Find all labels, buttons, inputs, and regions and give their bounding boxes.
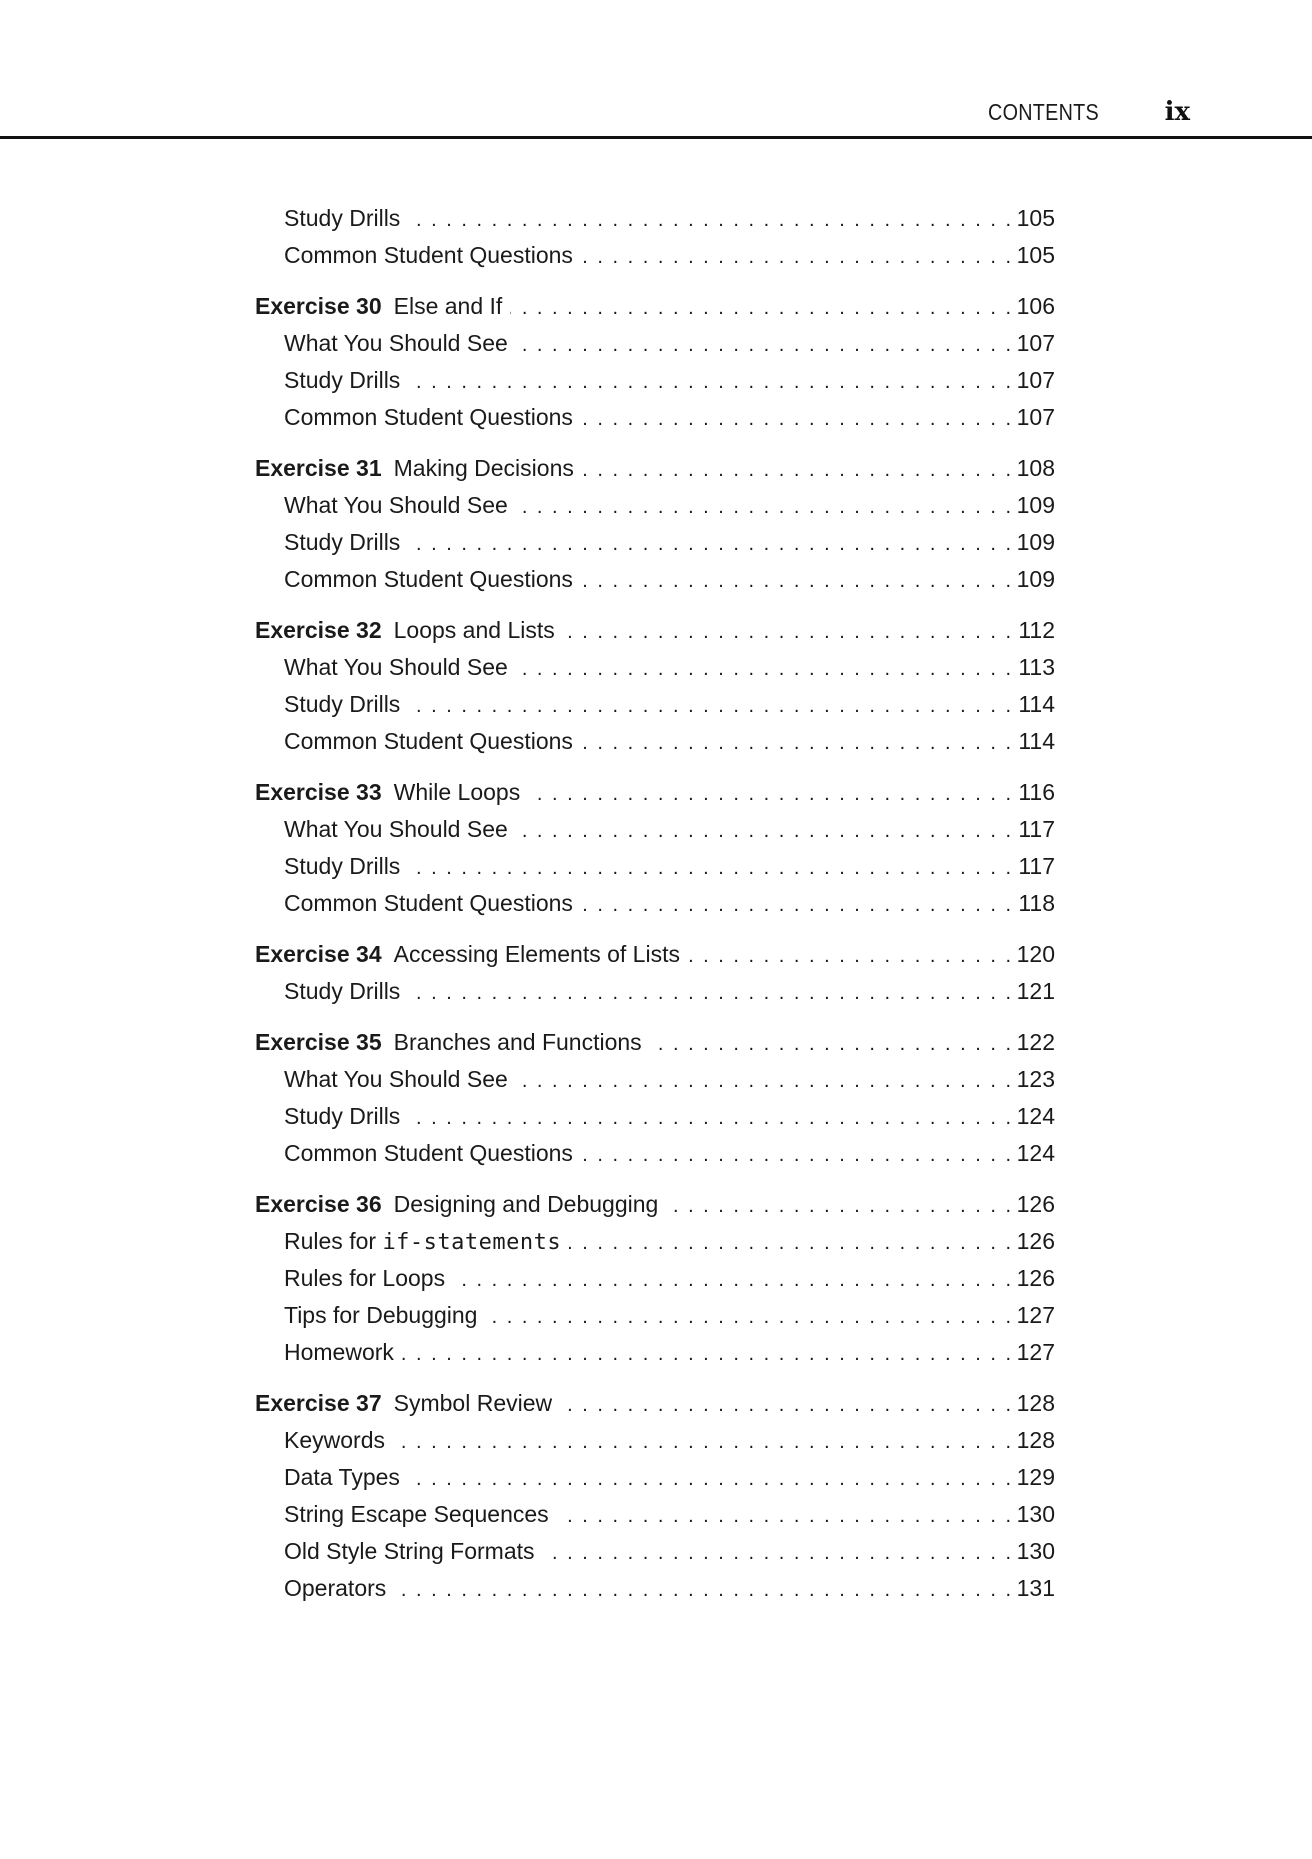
dot-leader (557, 1498, 1011, 1535)
subentry-title (284, 1061, 508, 1098)
toc-subentry[interactable] (255, 811, 1055, 848)
entry-page-number: 107 (1016, 330, 1055, 356)
entry-title-text: Common Student Questions (284, 728, 573, 754)
subentry-title (284, 1570, 386, 1607)
entry-title-text: Symbol Review (393, 1390, 553, 1416)
dot-leader (688, 938, 1011, 975)
entry-page-number: 126 (1016, 1228, 1055, 1254)
entry-title-text: What You Should See (284, 654, 508, 680)
dot-leader (510, 290, 1011, 327)
exercise-number: Exercise 36 (255, 1191, 382, 1217)
entry-title-text: Homework (284, 1339, 394, 1365)
entry-title-text: Study Drills (284, 1103, 401, 1129)
dot-leader (563, 614, 1011, 651)
dot-leader (516, 651, 1011, 688)
entry-page-number: 107 (1016, 404, 1055, 430)
exercise-title (394, 1186, 659, 1223)
entry-page-number: 124 (1016, 1140, 1055, 1166)
toc-group (255, 1186, 1055, 1371)
entry-title-text: Old Style String Formats (284, 1538, 535, 1564)
entry-title-text: Rules for (284, 1228, 383, 1254)
entry-page-number: 112 (1018, 617, 1055, 643)
toc-subentry[interactable] (255, 686, 1055, 723)
toc-subentry[interactable] (255, 1223, 1055, 1260)
table-of-contents (255, 200, 1055, 1621)
toc-group (255, 774, 1055, 922)
entry-page-number: 127 (1016, 1302, 1055, 1328)
toc-subentry[interactable] (255, 1135, 1055, 1172)
entry-page-number: 128 (1016, 1427, 1055, 1453)
entry-title-text: Common Student Questions (284, 242, 573, 268)
dot-leader (582, 452, 1011, 489)
toc-subentry[interactable] (255, 848, 1055, 885)
toc-subentry[interactable] (255, 1334, 1055, 1371)
entry-title-text: Accessing Elements of Lists (393, 941, 680, 967)
toc-subentry[interactable] (255, 1098, 1055, 1135)
entry-title-text: Study Drills (284, 978, 401, 1004)
dot-leader (516, 489, 1011, 526)
subentry-title (284, 885, 573, 922)
entry-page-number: 114 (1018, 691, 1055, 717)
subentry-title (284, 325, 508, 362)
subentry-title (284, 399, 573, 436)
dot-leader (408, 526, 1011, 563)
toc-subentry[interactable] (255, 1260, 1055, 1297)
entry-page-number: 113 (1018, 654, 1055, 680)
entry-title-text: Common Student Questions (284, 890, 573, 916)
toc-subentry[interactable] (255, 561, 1055, 598)
toc-subentry[interactable] (255, 1459, 1055, 1496)
entry-title-text: Loops and Lists (393, 617, 555, 643)
entry-page-number: 128 (1016, 1390, 1055, 1416)
entry-page-number: 131 (1016, 1575, 1055, 1601)
toc-subentry[interactable] (255, 399, 1055, 436)
dot-leader (393, 1424, 1011, 1461)
dot-leader (485, 1299, 1011, 1336)
toc-group (255, 1024, 1055, 1172)
dot-leader (581, 401, 1011, 438)
toc-group (255, 1385, 1055, 1607)
dot-leader (581, 239, 1011, 276)
entry-page-number: 116 (1018, 779, 1055, 805)
entry-page-number: 122 (1016, 1029, 1055, 1055)
entry-title-text: While Loops (393, 779, 521, 805)
subentry-title (284, 561, 573, 598)
subentry-title (284, 237, 573, 274)
entry-title-text: Making Decisions (393, 455, 574, 481)
subentry-title (284, 848, 400, 885)
toc-exercise-entry[interactable] (255, 1024, 1055, 1061)
toc-subentry[interactable] (255, 649, 1055, 686)
subentry-title (284, 524, 400, 561)
toc-group (255, 612, 1055, 760)
entry-page-number: 130 (1016, 1538, 1055, 1564)
entry-title-text: Else and If (393, 293, 503, 319)
dot-leader (394, 1572, 1011, 1609)
header-rule (0, 136, 1312, 139)
page-number: ix (1164, 97, 1190, 127)
subentry-title (284, 649, 508, 686)
toc-subentry[interactable] (255, 362, 1055, 399)
toc-group (255, 936, 1055, 1010)
entry-title-text: Study Drills (284, 853, 401, 879)
toc-exercise-entry[interactable] (255, 774, 1055, 811)
toc-subentry[interactable] (255, 973, 1055, 1010)
exercise-number: Exercise 35 (255, 1029, 382, 1055)
exercise-number: Exercise 33 (255, 779, 382, 805)
subentry-title (284, 362, 400, 399)
entry-page-number: 109 (1016, 529, 1055, 555)
dot-leader (408, 202, 1011, 239)
entry-page-number: 109 (1016, 566, 1055, 592)
subentry-title (284, 973, 400, 1010)
entry-title-text: Designing and Debugging (393, 1191, 659, 1217)
toc-subentry[interactable] (255, 1297, 1055, 1334)
toc-subentry[interactable] (255, 1570, 1055, 1607)
toc-group (255, 288, 1055, 436)
toc-group (255, 200, 1055, 274)
entry-page-number: 130 (1016, 1501, 1055, 1527)
entry-page-number: 123 (1016, 1066, 1055, 1092)
dot-leader (402, 1336, 1011, 1373)
subentry-title (284, 1334, 394, 1371)
subentry-title (284, 811, 508, 848)
dot-leader (543, 1535, 1011, 1572)
toc-exercise-entry[interactable] (255, 612, 1055, 649)
subentry-title (284, 1223, 561, 1261)
toc-exercise-entry[interactable] (255, 288, 1055, 325)
exercise-number: Exercise 37 (255, 1390, 382, 1416)
entry-page-number: 127 (1016, 1339, 1055, 1365)
entry-page-number: 117 (1018, 853, 1055, 879)
subentry-title (284, 686, 400, 723)
entry-page-number: 106 (1016, 293, 1055, 319)
toc-subentry[interactable] (255, 487, 1055, 524)
subentry-title (284, 1459, 400, 1496)
subentry-title (284, 487, 508, 524)
subentry-title (284, 723, 573, 760)
entry-title-text: Study Drills (284, 367, 401, 393)
dot-leader (516, 1063, 1011, 1100)
dot-leader (408, 1461, 1011, 1498)
dot-leader (581, 1137, 1011, 1174)
entry-page-number: 108 (1016, 455, 1055, 481)
exercise-title (394, 774, 521, 811)
entry-title-text: Common Student Questions (284, 566, 573, 592)
dot-leader (516, 813, 1011, 850)
entry-page-number: 120 (1016, 941, 1055, 967)
dot-leader (516, 327, 1011, 364)
running-header (0, 0, 1312, 140)
exercise-number: Exercise 34 (255, 941, 382, 967)
entry-page-number: 126 (1016, 1191, 1055, 1217)
dot-leader (666, 1188, 1011, 1225)
toc-subentry[interactable] (255, 325, 1055, 362)
subentry-title (284, 1260, 445, 1297)
subentry-title (284, 200, 400, 237)
entry-title-text: Branches and Functions (393, 1029, 642, 1055)
entry-page-number: 109 (1016, 492, 1055, 518)
entry-page-number: 114 (1018, 728, 1055, 754)
toc-exercise-entry[interactable] (255, 1186, 1055, 1223)
exercise-title (394, 1385, 553, 1422)
entry-title-text: Data Types (284, 1464, 400, 1490)
toc-subentry[interactable] (255, 1422, 1055, 1459)
entry-title-text: Common Student Questions (284, 404, 573, 430)
entry-page-number: 105 (1016, 242, 1055, 268)
toc-subentry[interactable] (255, 723, 1055, 760)
dot-leader (581, 563, 1011, 600)
dot-leader (581, 725, 1011, 762)
entry-title-text: Tips for Debugging (284, 1302, 478, 1328)
toc-exercise-entry[interactable] (255, 450, 1055, 487)
toc-exercise-entry[interactable] (255, 936, 1055, 973)
entry-title-text: What You Should See (284, 816, 508, 842)
dot-leader (453, 1262, 1011, 1299)
entry-title-text: Study Drills (284, 529, 401, 555)
dot-leader (650, 1026, 1011, 1063)
entry-title-text: Study Drills (284, 205, 401, 231)
entry-title-text: Rules for Loops (284, 1265, 446, 1291)
exercise-number: Exercise 32 (255, 617, 382, 643)
entry-page-number: 118 (1018, 890, 1055, 916)
toc-group (255, 450, 1055, 598)
entry-page-number: 107 (1016, 367, 1055, 393)
toc-subentry[interactable] (255, 1061, 1055, 1098)
entry-page-number: 105 (1016, 205, 1055, 231)
entry-title-text: Common Student Questions (284, 1140, 573, 1166)
entry-page-number: 121 (1016, 978, 1055, 1004)
dot-leader (528, 776, 1011, 813)
running-title: CONTENTS (988, 99, 1099, 125)
subentry-title (284, 1422, 385, 1459)
entry-title-text: Keywords (284, 1427, 385, 1453)
subentry-title (284, 1135, 573, 1172)
toc-exercise-entry[interactable] (255, 1385, 1055, 1422)
exercise-title (394, 1024, 642, 1061)
dot-leader (408, 975, 1011, 1012)
entry-title-text: String Escape Sequences (284, 1501, 549, 1527)
dot-leader (408, 1100, 1011, 1137)
dot-leader (408, 850, 1011, 887)
toc-subentry[interactable] (255, 237, 1055, 274)
subentry-title (284, 1533, 535, 1570)
toc-subentry[interactable] (255, 1533, 1055, 1570)
exercise-title (394, 288, 503, 325)
exercise-title (394, 450, 574, 487)
toc-subentry[interactable] (255, 200, 1055, 237)
dot-leader (560, 1387, 1011, 1424)
exercise-number: Exercise 31 (255, 455, 382, 481)
entry-page-number: 124 (1016, 1103, 1055, 1129)
dot-leader (569, 1225, 1011, 1262)
entry-title-text: Study Drills (284, 691, 401, 717)
exercise-number: Exercise 30 (255, 293, 382, 319)
subentry-title (284, 1098, 400, 1135)
entry-page-number: 126 (1016, 1265, 1055, 1291)
entry-code-text: if-statements (382, 1230, 562, 1255)
exercise-title (394, 936, 680, 973)
dot-leader (408, 364, 1011, 401)
subentry-title (284, 1496, 549, 1533)
toc-subentry[interactable] (255, 885, 1055, 922)
entry-title-text: What You Should See (284, 330, 508, 356)
entry-page-number: 129 (1016, 1464, 1055, 1490)
exercise-title (394, 612, 555, 649)
dot-leader (581, 887, 1011, 924)
entry-title-text: Operators (284, 1575, 387, 1601)
entry-page-number: 117 (1018, 816, 1055, 842)
entry-title-text: What You Should See (284, 492, 508, 518)
entry-title-text: What You Should See (284, 1066, 508, 1092)
toc-subentry[interactable] (255, 524, 1055, 561)
dot-leader (408, 688, 1011, 725)
subentry-title (284, 1297, 477, 1334)
toc-subentry[interactable] (255, 1496, 1055, 1533)
